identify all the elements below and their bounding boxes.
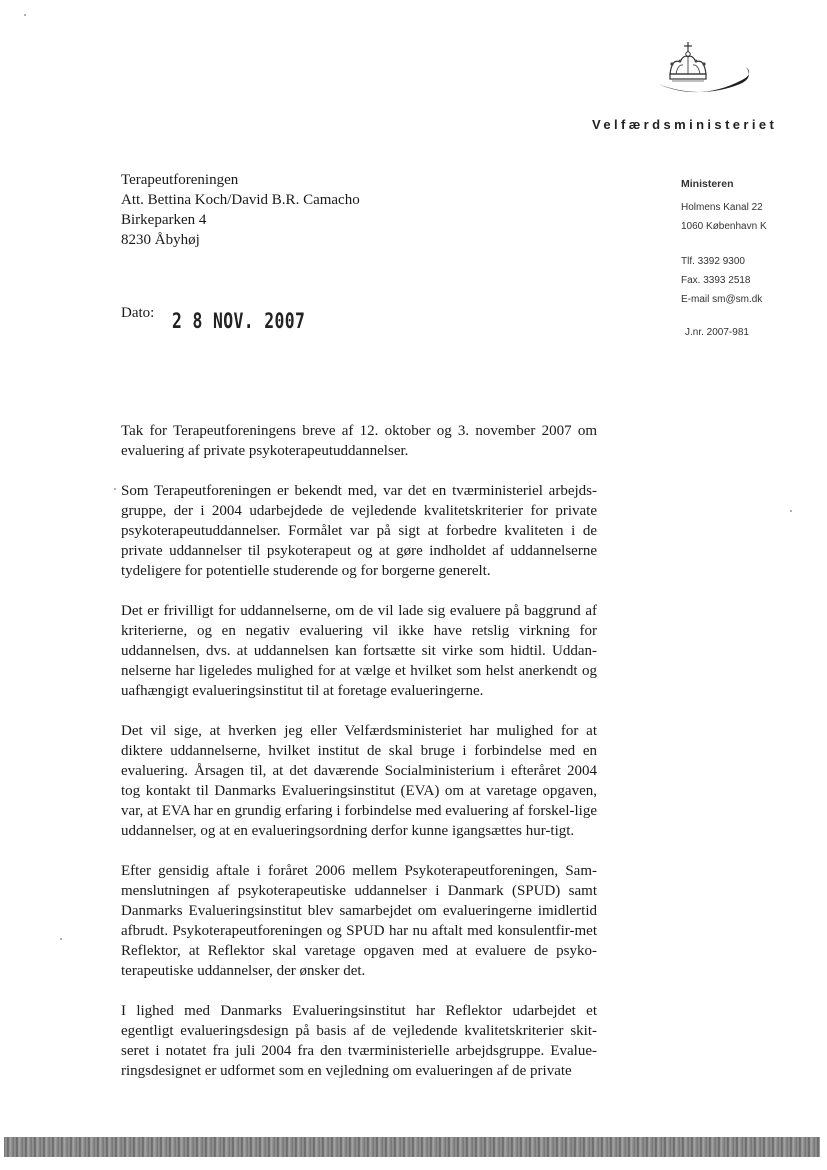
sender-phone: Tlf. 3392 9300: [681, 256, 745, 267]
scan-speck: [60, 938, 62, 940]
sender-title: Ministeren: [681, 178, 734, 190]
scan-speck: [24, 14, 26, 16]
body-paragraph: Som Terapeutforeningen er bekendt med, var det en tværministeriel arbejds-gruppe, der i 2004 udarbejdede de vejledende kvalitetskriterier for private psykoterapeutuddannelser. Formålet var på sigt at forbedre kvaliteten i de private uddannelser til psykoterapeut og at gøre indholdet af uddannelserne tydeligere for potentielle studerende og for borgerne generelt.: [121, 483, 597, 579]
recipient-address: [121, 170, 360, 250]
journal-number: J.nr. 2007-981: [685, 327, 749, 338]
body-paragraph: Tak for Terapeutforeningens breve af 12. oktober og 3. november 2007 om evaluering af private psykoterapeutuddannelser.: [121, 423, 597, 459]
recipient-city: 8230 Åbyhøj: [121, 232, 200, 248]
sender-fax: Fax. 3393 2518: [681, 275, 751, 286]
sender-email: E-mail sm@sm.dk: [681, 294, 763, 305]
sender-info: [681, 178, 821, 342]
sender-city: 1060 København K: [681, 221, 767, 232]
recipient-attention: Att. Bettina Koch/David B.R. Camacho: [121, 192, 360, 208]
scan-speck: [114, 488, 116, 490]
body-paragraph: Efter gensidig aftale i foråret 2006 mellem Psykoterapeutforeningen, Sam-menslutningen af psykoterapeutiske uddannelser i Danmark (SPUD) samt Danmarks Evalueringsinstitut blev samarbejdet om evalueringerne imidlertid afbrudt. Psykoterapeutforeningen og SPUD har nu aftalt med konsulentfir-met Reflektor, at Reflektor skal varetage opgaven med at evaluere de psyko-terapeutiske uddannelser, der ønsker det.: [121, 863, 597, 979]
body-paragraph: Det er frivilligt for uddannelserne, om de vil lade sig evaluere på baggrund af kriterierne, og en negativ evaluering vil ikke have retslig virkning for uddannelsen, dvs. at uddannelsen kan fortsætte sit virke som hidtil. Uddan-nelserne har ligeledes mulighed for at vælge et hvilket som helst anerkendt og uafhængigt evalueringsinstitut til at foretage evalueringerne.: [121, 603, 597, 699]
body-paragraph: Det vil sige, at hverken jeg eller Velfærdsministeriet har mulighed for at diktere uddannelserne, hvilket institut de skal bruge i forbindelse med en evaluering. Årsagen til, at det daværende Socialministerium i efteråret 2004 tog kontakt til Danmarks Evalueringsinstitut (EVA) om at varetage opgaven, var, at EVA har en grundig erfaring i forbindelse med evaluering af forskel-lige uddannelser, og at en evalueringsordning derfor kunne igangsættes hur-tigt.: [121, 723, 597, 839]
recipient-street: Birkeparken 4: [121, 212, 207, 228]
scan-speck: [790, 510, 792, 512]
body-paragraph: I lighed med Danmarks Evalueringsinstitut har Reflektor udarbejdet et egentligt evalueringsdesign på basis af de vejledende kvalitetskriterier skit-seret i notatet fra juli 2004 fra den tværministerielle arbejdsgruppe. Evalue-ringsdesignet er udformet som en vejledning om evalueringen af de private: [121, 1003, 597, 1079]
crown-logo-icon: [650, 40, 760, 102]
letter-body: [121, 421, 597, 1101]
recipient-organization: Terapeutforeningen: [121, 172, 239, 188]
ministry-name: Velfærdsministeriet: [592, 117, 778, 132]
date-label: Dato:: [121, 305, 155, 321]
scan-edge-bar: [4, 1137, 820, 1157]
sender-street: Holmens Kanal 22: [681, 202, 763, 213]
date-stamp: 2 8 NOV. 2007: [172, 309, 306, 333]
